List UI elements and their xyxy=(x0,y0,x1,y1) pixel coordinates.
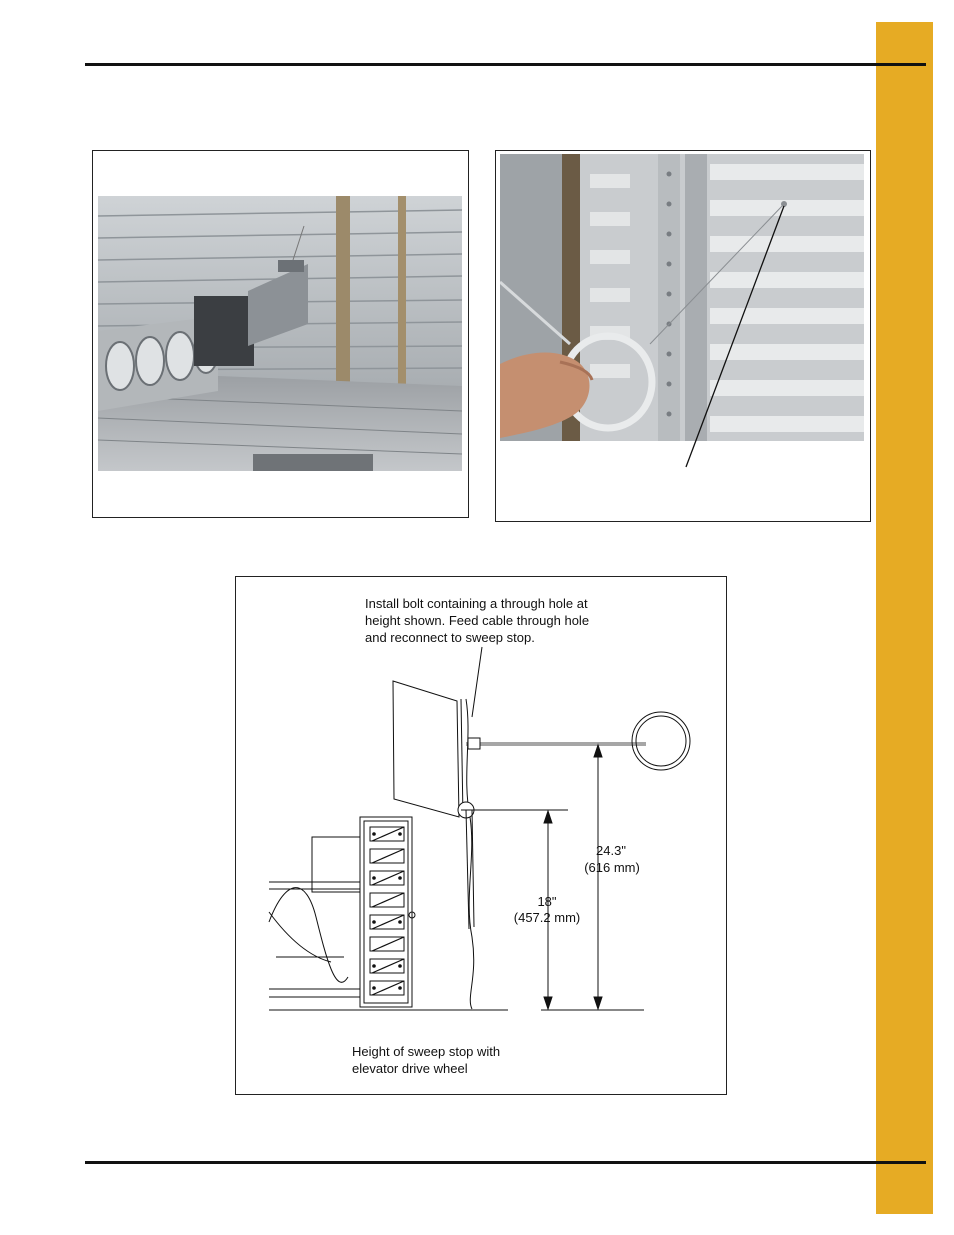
diagram-caption: Height of sweep stop with elevator drive wheel xyxy=(352,1044,501,1076)
dimension-total-inches: 24.3" xyxy=(596,843,626,858)
header-rule xyxy=(85,63,926,66)
sweep-auger-photo xyxy=(98,196,462,471)
dimension-wheel-mm: (457.2 mm) xyxy=(513,910,581,925)
sweep-photo-frame xyxy=(92,150,469,518)
section-tab xyxy=(876,22,933,1214)
auger-flighting xyxy=(269,888,348,983)
install-bolt-note: Install bolt containing a through hole at height shown. Feed cable through hole and reconnect to sweep stop. xyxy=(365,596,590,645)
ring-pointer-line xyxy=(496,151,870,521)
dimension-wheel-inches: 18" xyxy=(537,894,557,909)
ring-cable-photo-frame xyxy=(495,150,871,522)
sweep-stop-height-diagram xyxy=(235,576,727,1095)
dimension-total-mm: (616 mm) xyxy=(584,860,640,875)
note-leader-line xyxy=(472,647,482,717)
sweep-stop-plate xyxy=(393,681,459,817)
elevator-frame xyxy=(360,817,412,1007)
footer-rule xyxy=(85,1161,926,1164)
ring-handle xyxy=(632,712,690,770)
diagram-drawing xyxy=(236,577,726,1094)
